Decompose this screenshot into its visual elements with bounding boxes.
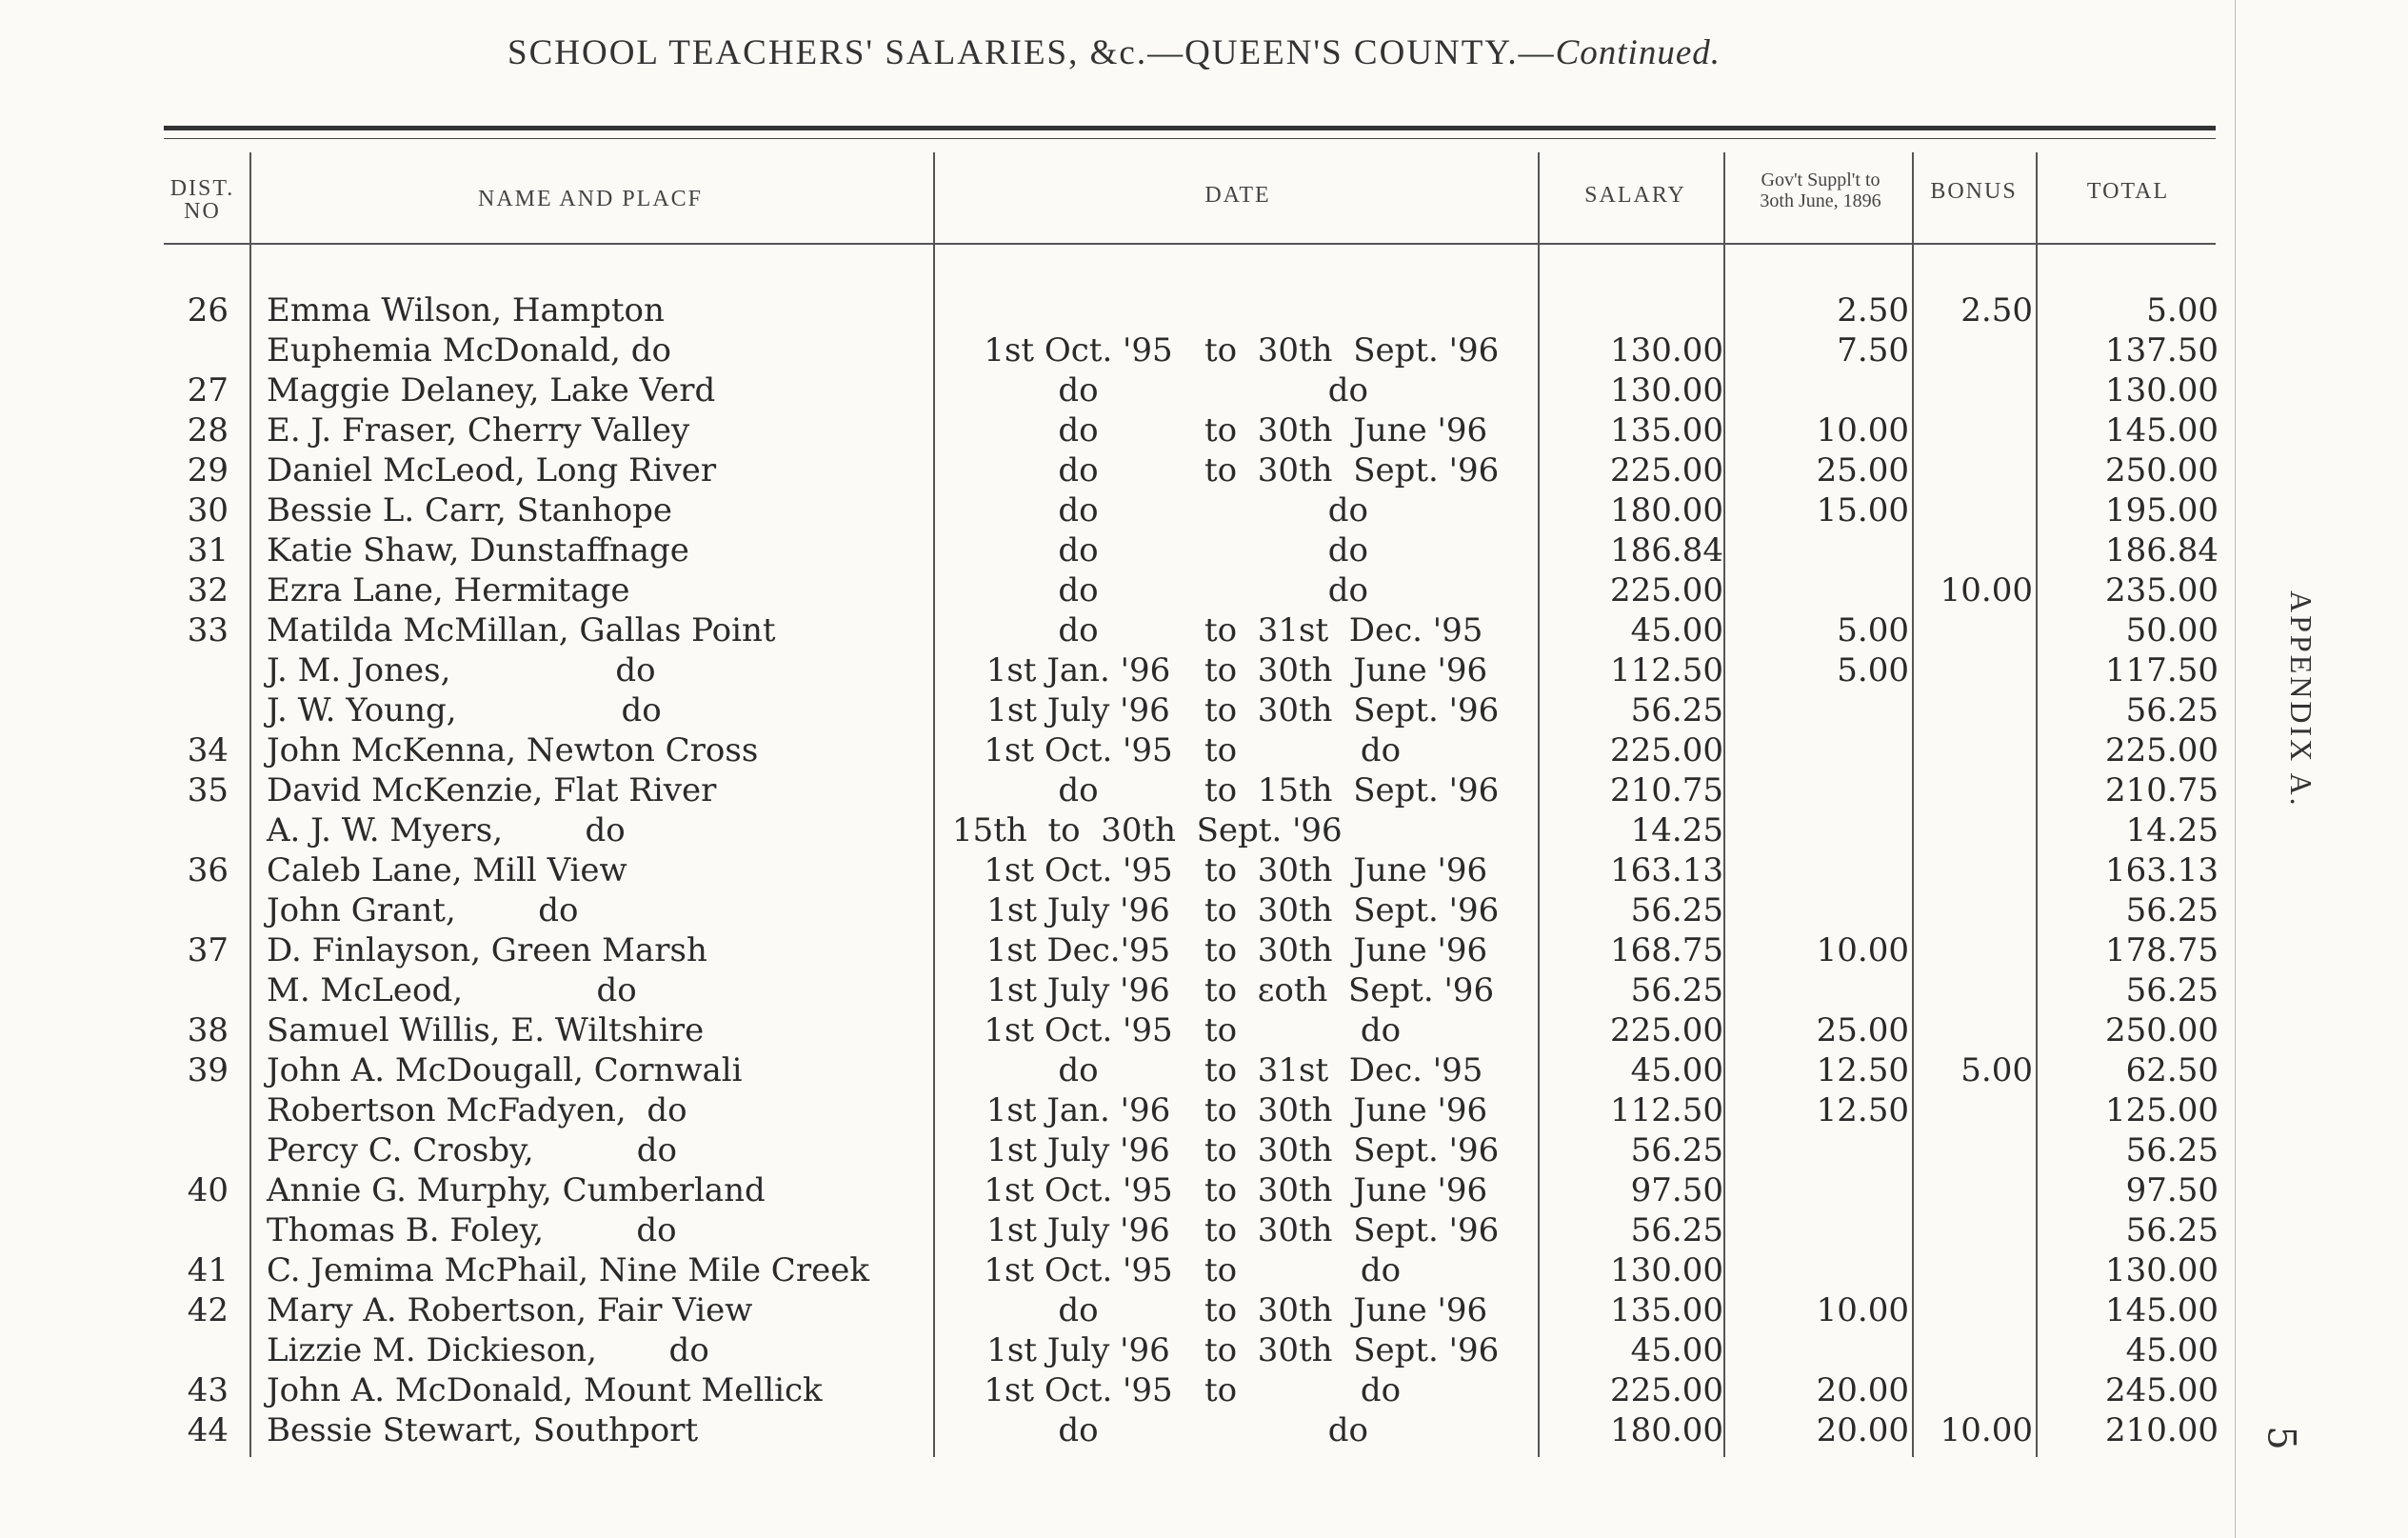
header-total: TOTAL — [2086, 179, 2170, 204]
cell-name: Percy C. Crosby, do — [267, 1131, 677, 1169]
cell-d2: to 30th Sept. '96 — [1204, 1211, 1500, 1249]
cell-total: 56.25 — [2125, 1211, 2219, 1249]
cell-d1: 1st Oct. '95 — [984, 331, 1173, 370]
cell-salary: 56.25 — [1630, 1131, 1723, 1169]
cell-name: A. J. W. Myers, do — [267, 811, 626, 849]
table-row — [0, 410, 2285, 450]
cell-d2: to do — [1204, 1371, 1402, 1409]
cell-name: Thomas B. Foley, do — [267, 1211, 677, 1249]
table-row — [0, 1170, 2285, 1210]
cell-gov: 2.50 — [1837, 291, 1909, 330]
header-gov-suppl — [1725, 170, 1916, 211]
cell-gov: 10.00 — [1816, 1291, 1909, 1329]
cell-d1: 1st Oct. '95 — [984, 1011, 1173, 1049]
cell-name: J. M. Jones, do — [267, 651, 656, 689]
cell-salary: 112.50 — [1610, 1091, 1723, 1129]
cell-no: 32 — [187, 571, 229, 609]
cell-d1: do — [1058, 411, 1099, 449]
cell-name: Mary A. Robertson, Fair View — [267, 1291, 753, 1329]
cell-name: Bessie L. Carr, Stanhope — [267, 491, 673, 529]
cell-gov: 25.00 — [1816, 1011, 1909, 1049]
table-row — [0, 570, 2285, 610]
table-row — [0, 1210, 2285, 1250]
cell-total: 137.50 — [2105, 331, 2219, 370]
cell-d2: to do — [1204, 1251, 1402, 1289]
cell-salary: 45.00 — [1630, 1331, 1723, 1369]
table-row — [0, 690, 2285, 730]
cell-gov: 12.50 — [1816, 1051, 1909, 1089]
cell-total: 130.00 — [2105, 371, 2219, 409]
cell-salary: 186.84 — [1610, 531, 1723, 569]
cell-salary: 225.00 — [1610, 731, 1723, 769]
cell-d1: do — [1058, 1411, 1099, 1449]
cell-salary: 225.00 — [1610, 1011, 1723, 1049]
table-row — [0, 330, 2285, 370]
cell-d2: to 30th June '96 — [1204, 1091, 1488, 1129]
cell-salary: 168.75 — [1610, 931, 1723, 969]
cell-d1: 1st July '96 — [986, 1131, 1170, 1169]
cell-salary: 180.00 — [1610, 1411, 1723, 1449]
cell-salary: 163.13 — [1610, 851, 1723, 889]
cell-salary: 14.25 — [1630, 811, 1723, 849]
cell-total: 5.00 — [2146, 291, 2219, 330]
table-row — [0, 610, 2285, 650]
header-no-label: NO — [184, 199, 221, 224]
cell-d1: do — [1058, 611, 1099, 649]
cell-gov: 5.00 — [1837, 611, 1909, 649]
cell-total: 130.00 — [2105, 1251, 2219, 1289]
cell-salary: 180.00 — [1610, 491, 1723, 529]
cell-gov: 20.00 — [1816, 1371, 1909, 1409]
cell-total: 50.00 — [2125, 611, 2219, 649]
cell-no: 29 — [187, 451, 229, 489]
cell-d2: to 30th Sept. '96 — [1204, 1131, 1500, 1169]
cell-salary: 56.25 — [1630, 1211, 1723, 1249]
cell-d1: 1st July '96 — [986, 691, 1170, 729]
cell-salary: 45.00 — [1630, 1051, 1723, 1089]
cell-no: 36 — [187, 851, 229, 889]
cell-salary: 56.25 — [1630, 891, 1723, 929]
cell-name: C. Jemima McPhail, Nine Mile Creek — [267, 1251, 869, 1289]
cell-d1: 1st Dec.'95 — [985, 931, 1171, 969]
cell-total: 45.00 — [2125, 1331, 2219, 1369]
cell-no: 26 — [187, 291, 229, 330]
cell-total: 195.00 — [2105, 491, 2219, 529]
cell-total: 163.13 — [2105, 851, 2219, 889]
cell-d2: to εoth Sept. '96 — [1204, 971, 1495, 1009]
cell-gov: 12.50 — [1816, 1091, 1909, 1129]
cell-total: 56.25 — [2125, 971, 2219, 1009]
cell-no: 44 — [187, 1411, 229, 1449]
cell-d1: do — [1058, 571, 1099, 609]
cell-salary: 112.50 — [1610, 651, 1723, 689]
cell-d1: do — [1058, 371, 1099, 409]
cell-no: 28 — [187, 411, 229, 449]
cell-d2: to 31st Dec. '95 — [1204, 611, 1483, 649]
header-date: DATE — [1204, 183, 1271, 208]
cell-gov: 20.00 — [1816, 1411, 1909, 1449]
cell-d1: 15th to 30th Sept. '96 — [952, 811, 1343, 849]
cell-name: John A. McDougall, Cornwali — [267, 1051, 743, 1089]
cell-total: 250.00 — [2105, 1011, 2219, 1049]
cell-name: Daniel McLeod, Long River — [267, 451, 717, 489]
cell-no: 42 — [187, 1291, 229, 1329]
cell-d1: 1st July '96 — [986, 971, 1170, 1009]
cell-name: Caleb Lane, Mill View — [267, 851, 627, 889]
table-row — [0, 850, 2285, 890]
cell-total: 117.50 — [2105, 651, 2219, 689]
cell-d2: to 30th June '96 — [1204, 931, 1488, 969]
cell-salary: 45.00 — [1630, 611, 1723, 649]
cell-name: Katie Shaw, Dunstaffnage — [267, 531, 689, 569]
table-row — [0, 930, 2285, 970]
cell-name: John Grant, do — [267, 891, 579, 929]
cell-d1: 1st Oct. '95 — [984, 1251, 1173, 1289]
table-row — [0, 1250, 2285, 1290]
cell-salary: 210.75 — [1610, 771, 1723, 809]
title-main: SCHOOL TEACHERS' SALARIES, &c.—QUEEN'S COUNTY.— — [507, 33, 1556, 72]
header-dist-label: DIST. — [169, 176, 235, 201]
cell-d2: do — [1204, 531, 1368, 569]
cell-d1: 1st Oct. '95 — [984, 851, 1173, 889]
cell-name: Lizzie M. Dickieson, do — [267, 1331, 709, 1369]
table-row — [0, 970, 2285, 1010]
cell-salary: 130.00 — [1610, 1251, 1723, 1289]
cell-total: 210.00 — [2105, 1411, 2219, 1449]
cell-d2: to 31st Dec. '95 — [1204, 1051, 1483, 1089]
cell-d1: 1st Oct. '95 — [984, 1171, 1173, 1209]
table-row — [0, 490, 2285, 530]
table-row — [0, 530, 2285, 570]
cell-total: 56.25 — [2125, 891, 2219, 929]
header-gov-line1: Gov't Suppl't to — [1761, 170, 1881, 190]
cell-d1: 1st July '96 — [986, 891, 1170, 929]
table-row — [0, 1010, 2285, 1050]
header-rule — [164, 243, 2216, 245]
cell-d1: do — [1058, 1291, 1099, 1329]
cell-bonus: 5.00 — [1960, 1051, 2033, 1089]
cell-salary: 56.25 — [1630, 691, 1723, 729]
cell-salary: 225.00 — [1610, 1371, 1723, 1409]
table-row — [0, 890, 2285, 930]
page-title — [0, 32, 2228, 73]
cell-total: 245.00 — [2105, 1371, 2219, 1409]
cell-name: David McKenzie, Flat River — [267, 771, 717, 809]
header-gov-line2: 3oth June, 1896 — [1760, 190, 1881, 211]
table-row — [0, 1330, 2285, 1370]
cell-d2: to 30th Sept. '96 — [1204, 451, 1500, 489]
cell-d2: to 30th June '96 — [1204, 851, 1488, 889]
cell-no: 37 — [187, 931, 229, 969]
cell-d1: 1st Jan. '96 — [985, 651, 1171, 689]
cell-d2: to 30th Sept. '96 — [1204, 691, 1500, 729]
cell-total: 56.25 — [2125, 691, 2219, 729]
cell-d2: do — [1204, 571, 1368, 609]
cell-no: 38 — [187, 1011, 229, 1049]
cell-d1: do — [1058, 491, 1099, 529]
cell-bonus: 2.50 — [1960, 291, 2033, 330]
cell-no: 31 — [187, 531, 229, 569]
cell-d2: to 30th June '96 — [1204, 1171, 1488, 1209]
cell-no: 33 — [187, 611, 229, 649]
table-row — [0, 1130, 2285, 1170]
cell-d1: do — [1058, 771, 1099, 809]
appendix-label: APPENDIX A. — [2284, 590, 2318, 809]
cell-d2: to 30th June '96 — [1204, 651, 1488, 689]
header-bonus: BONUS — [1930, 179, 2018, 204]
cell-d2: to 15th Sept. '96 — [1204, 771, 1500, 809]
cell-d2: do — [1204, 371, 1368, 409]
cell-total: 145.00 — [2105, 411, 2219, 449]
cell-name: D. Finlayson, Green Marsh — [267, 931, 707, 969]
cell-name: J. W. Young, do — [267, 691, 662, 729]
cell-gov: 15.00 — [1816, 491, 1909, 529]
table-row — [0, 770, 2285, 810]
cell-salary: 135.00 — [1610, 411, 1723, 449]
cell-total: 225.00 — [2105, 731, 2219, 769]
cell-d2: to do — [1204, 731, 1402, 769]
table-row — [0, 650, 2285, 690]
cell-gov: 10.00 — [1816, 931, 1909, 969]
cell-salary: 97.50 — [1630, 1171, 1723, 1209]
cell-name: John McKenna, Newton Cross — [267, 731, 759, 769]
cell-d2: to 30th June '96 — [1204, 411, 1488, 449]
cell-d1: 1st Oct. '95 — [984, 731, 1173, 769]
table-row — [0, 450, 2285, 490]
cell-no: 35 — [187, 771, 229, 809]
cell-d1: do — [1058, 531, 1099, 569]
cell-salary: 130.00 — [1610, 371, 1723, 409]
cell-total: 186.84 — [2105, 531, 2219, 569]
cell-no: 34 — [187, 731, 229, 769]
cell-gov: 7.50 — [1837, 331, 1909, 370]
cell-name: Euphemia McDonald, do — [267, 331, 671, 370]
cell-d1: 1st July '96 — [986, 1331, 1170, 1369]
top-rule-thin — [164, 138, 2216, 139]
cell-total: 97.50 — [2125, 1171, 2219, 1209]
cell-total: 125.00 — [2105, 1091, 2219, 1129]
cell-bonus: 10.00 — [1940, 1411, 2033, 1449]
cell-name: Robertson McFadyen, do — [267, 1091, 687, 1129]
cell-name: E. J. Fraser, Cherry Valley — [267, 411, 690, 449]
page-number: 5 — [2259, 1426, 2303, 1450]
cell-name: Samuel Willis, E. Wiltshire — [267, 1011, 705, 1049]
cell-d2: to 30th Sept. '96 — [1204, 891, 1500, 929]
cell-d2: to 30th June '96 — [1204, 1291, 1488, 1329]
table-row — [0, 1090, 2285, 1130]
cell-name: Emma Wilson, Hampton — [267, 291, 665, 330]
cell-gov: 10.00 — [1816, 411, 1909, 449]
cell-no: 27 — [187, 371, 229, 409]
table-row — [0, 1370, 2285, 1410]
cell-name: Ezra Lane, Hermitage — [267, 571, 630, 609]
cell-name: M. McLeod, do — [267, 971, 637, 1009]
cell-name: Bessie Stewart, Southport — [267, 1411, 699, 1449]
table-row — [0, 810, 2285, 850]
cell-d1: 1st Oct. '95 — [984, 1371, 1173, 1409]
cell-d1: do — [1058, 451, 1099, 489]
cell-salary: 135.00 — [1610, 1291, 1723, 1329]
table-row — [0, 370, 2285, 410]
cell-total: 250.00 — [2105, 451, 2219, 489]
cell-d2: do — [1204, 491, 1368, 529]
cell-total: 178.75 — [2105, 931, 2219, 969]
cell-d2: to do — [1204, 1011, 1402, 1049]
cell-d2: do — [1204, 1411, 1368, 1449]
cell-total: 62.50 — [2125, 1051, 2219, 1089]
cell-name: John A. McDonald, Mount Mellick — [267, 1371, 823, 1409]
cell-salary: 56.25 — [1630, 971, 1723, 1009]
cell-name: Matilda McMillan, Gallas Point — [267, 611, 776, 649]
header-dist-no — [157, 177, 248, 223]
table-row — [0, 1410, 2285, 1450]
cell-no: 30 — [187, 491, 229, 529]
table-row — [0, 290, 2285, 330]
cell-total: 235.00 — [2105, 571, 2219, 609]
cell-d2: to 30th Sept. '96 — [1204, 1331, 1500, 1369]
cell-name: Maggie Delaney, Lake Verd — [267, 371, 716, 409]
cell-d2: to 30th Sept. '96 — [1204, 331, 1500, 370]
cell-salary: 225.00 — [1610, 451, 1723, 489]
cell-d1: 1st July '96 — [986, 1211, 1170, 1249]
cell-d1: do — [1058, 1051, 1099, 1089]
top-rule-thick — [164, 126, 2216, 130]
cell-total: 210.75 — [2105, 771, 2219, 809]
cell-gov: 5.00 — [1837, 651, 1909, 689]
cell-total: 14.25 — [2125, 811, 2219, 849]
table-row — [0, 1050, 2285, 1090]
title-continued: Continued. — [1555, 33, 1721, 72]
table-row — [0, 730, 2285, 770]
table-row — [0, 1290, 2285, 1330]
cell-name: Annie G. Murphy, Cumberland — [267, 1171, 766, 1209]
header-salary: SALARY — [1584, 183, 1686, 208]
cell-no: 43 — [187, 1371, 229, 1409]
cell-gov: 25.00 — [1816, 451, 1909, 489]
header-name: NAME AND PLACF — [477, 187, 704, 211]
cell-salary: 225.00 — [1610, 571, 1723, 609]
cell-no: 40 — [187, 1171, 229, 1209]
cell-d1: 1st Jan. '96 — [985, 1091, 1171, 1129]
cell-total: 56.25 — [2125, 1131, 2219, 1169]
cell-salary: 130.00 — [1610, 331, 1723, 370]
cell-total: 145.00 — [2105, 1291, 2219, 1329]
cell-no: 39 — [187, 1051, 229, 1089]
cell-bonus: 10.00 — [1940, 571, 2033, 609]
cell-no: 41 — [187, 1251, 229, 1289]
